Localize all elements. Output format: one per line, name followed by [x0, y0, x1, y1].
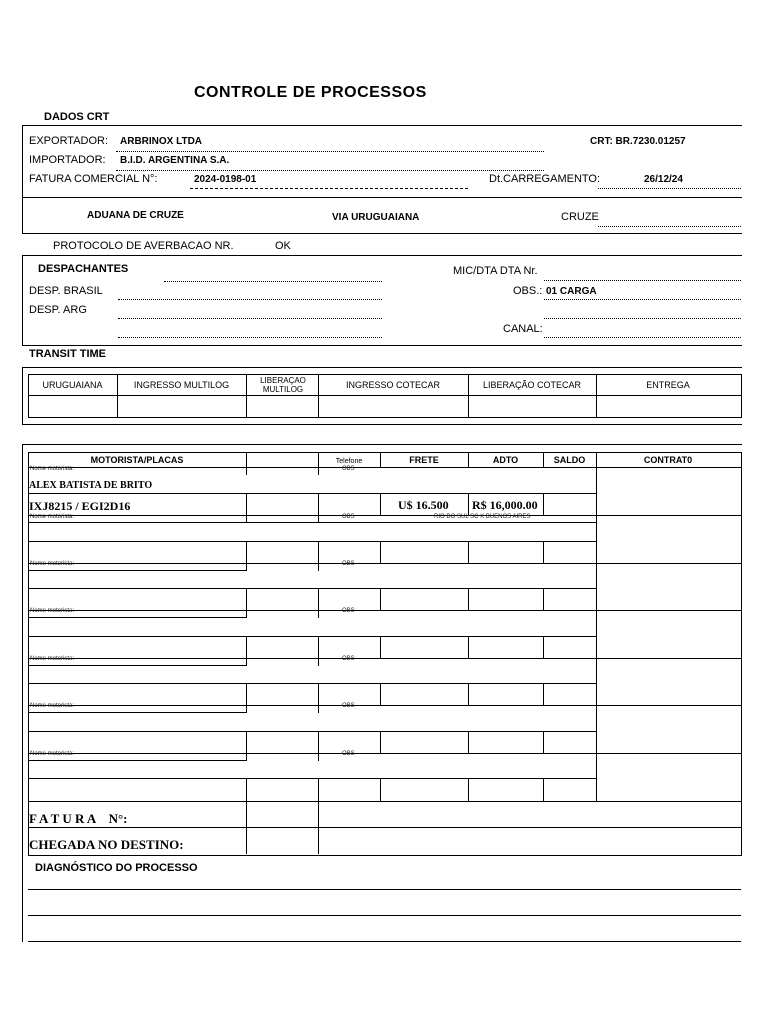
- nome-motorista-label-6: Nome motorista:: [30, 703, 75, 709]
- nome-motorista-label: Nome motorista:: [30, 466, 75, 472]
- dados-crt-box-left: [22, 125, 23, 233]
- obs-small-label-4: OBS: [342, 608, 355, 614]
- chegada-destino-label: CHEGADA NO DESTINO:: [29, 837, 184, 852]
- obs-small-label-3: OBS: [342, 561, 355, 567]
- nome-motorista-label-4: Nome motorista:: [30, 608, 75, 614]
- importador-label: IMPORTADOR:: [29, 154, 106, 166]
- transit-col-ingresso-cotecar: INGRESSO COTECAR: [345, 379, 440, 390]
- route-label: RIO DO SUL SC X BUENOS AIRES: [434, 514, 531, 520]
- carregamento-value: 26/12/24: [644, 174, 683, 185]
- mic-dta-label: MIC/DTA DTA Nr.: [453, 265, 538, 277]
- cruze-label: CRUZE: [561, 211, 599, 223]
- obs-small-label-5: OBS: [342, 656, 355, 662]
- obs-small-label: OBS: [342, 466, 355, 472]
- transit-time-heading: TRANSIT TIME: [29, 348, 106, 360]
- col-contrato: CONTRAT0: [643, 454, 693, 465]
- transit-col-ingresso-multilog: INGRESSO MULTILOG: [133, 379, 230, 390]
- importador-value: B.I.D. ARGENTINA S.A.: [120, 155, 230, 166]
- fatura-comercial-label: FATURA COMERCIAL N°:: [29, 173, 158, 185]
- protocolo-label: PROTOCOLO DE AVERBACAO NR.: [53, 240, 234, 252]
- diagnostico-heading: DIAGNÓSTICO DO PROCESSO: [35, 862, 198, 874]
- obs-small-label-2: OBS: [342, 514, 355, 520]
- nome-motorista-label-7: Nome motorista:: [30, 751, 75, 757]
- via-label: VIA URUGUAIANA: [332, 212, 420, 223]
- despachantes-heading: DESPACHANTES: [38, 263, 129, 275]
- exportador-value: ARBRINOX LTDA: [120, 136, 203, 147]
- col-saldo: SALDO: [553, 454, 586, 465]
- page-title: CONTROLE DE PROCESSOS: [194, 84, 427, 101]
- obs-small-label-6: OBS: [342, 703, 355, 709]
- crt-number: CRT: BR.7230.01257: [590, 136, 686, 147]
- fatura-numero-label: F A T U R A N°:: [29, 811, 128, 826]
- obs-label: OBS.:: [513, 285, 543, 297]
- transit-col-liberacao-cotecar: LIBERAÇÃO COTECAR: [482, 379, 582, 390]
- nome-motorista-label-3: Nome motorista:: [30, 561, 75, 567]
- obs-value: 01 CARGA: [546, 286, 597, 297]
- dados-crt-heading: DADOS CRT: [44, 111, 110, 123]
- col-motorista: MOTORISTA/PLACAS: [90, 454, 184, 465]
- transit-col-entrega: ENTREGA: [646, 379, 690, 390]
- nome-motorista-label-5: Nome motorista:: [30, 656, 75, 662]
- exportador-label: EXPORTADOR:: [29, 135, 109, 147]
- nome-motorista-label-2: Nome motorista:: [30, 514, 75, 520]
- transit-col-liberacao-multilog: LIBERAÇAO MULTILOG: [260, 375, 306, 394]
- driver-name: ALEX BATISTA DE BRITO: [29, 480, 153, 491]
- transit-col-uruguaiana: URUGUAIANA: [42, 379, 103, 390]
- motoristas-table: [28, 452, 742, 856]
- frete-value: U$ 16.500: [398, 498, 449, 512]
- driver-plates: IXJ8215 / EGI2D16: [29, 499, 131, 513]
- adto-value: R$ 16,000.00: [472, 498, 538, 512]
- fatura-comercial-value: 2024-0198-01: [194, 174, 257, 185]
- col-frete: FRETE: [409, 454, 439, 465]
- canal-label: CANAL:: [503, 323, 543, 335]
- aduana-label: ADUANA DE CRUZE: [87, 210, 184, 221]
- col-adto: ADTO: [492, 454, 519, 465]
- desp-arg-label: DESP. ARG: [29, 304, 87, 316]
- carregamento-label: Dt.CARREGAMENTO:: [489, 173, 601, 185]
- main-left-border: [22, 444, 23, 942]
- col-telefone: Telefone: [335, 458, 363, 465]
- desp-brasil-label: DESP. BRASIL: [29, 285, 103, 297]
- protocolo-value: OK: [275, 240, 291, 252]
- obs-small-label-7: OBS: [342, 751, 355, 757]
